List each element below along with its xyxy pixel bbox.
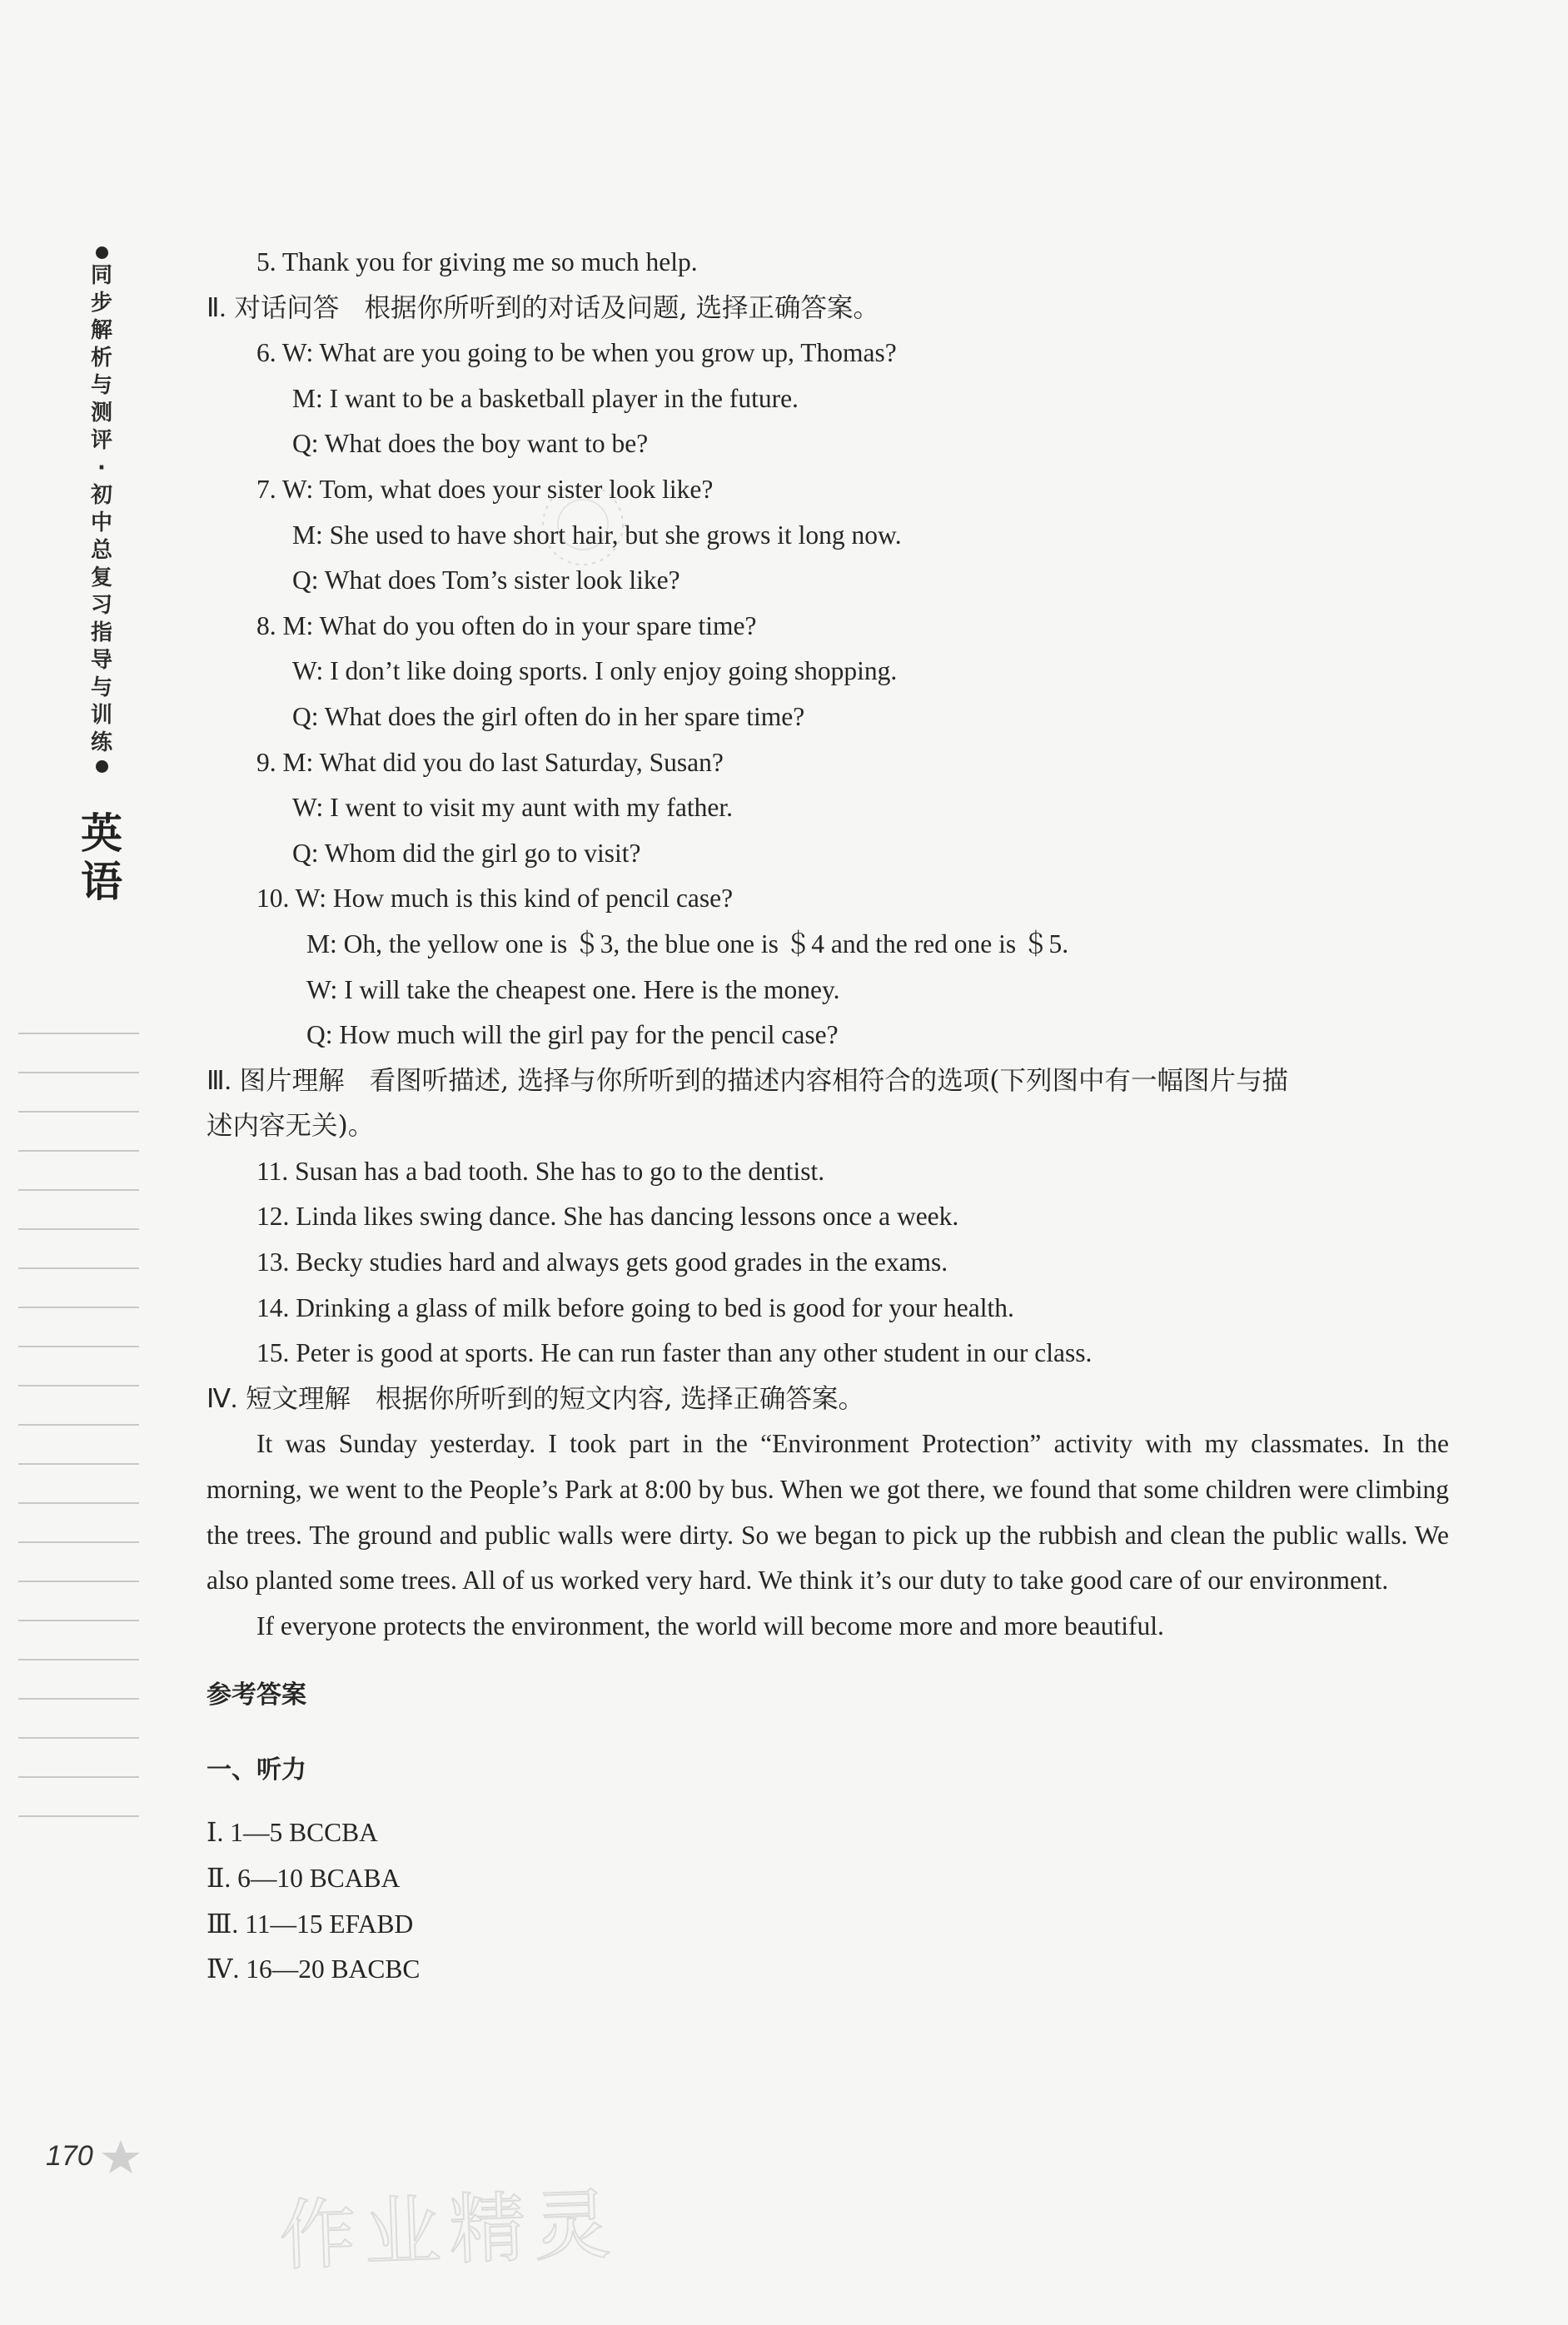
note-line — [18, 1346, 139, 1347]
series-char: 中 — [90, 510, 112, 535]
answer-row: Ⅰ. 1—5 BCCBA — [207, 1818, 378, 1848]
subject-char: 语 — [81, 857, 122, 906]
section-title: 对话问答 — [234, 292, 340, 323]
answer-row: Ⅲ. 11—15 EFABD — [207, 1909, 414, 1939]
note-line — [18, 1150, 139, 1152]
note-line — [18, 1033, 139, 1034]
note-line — [18, 1737, 139, 1739]
dialogue-line: Q: How much will the girl pay for the pencil case? — [306, 1020, 839, 1050]
page-number: 170 — [46, 2140, 93, 2172]
section-instruction-cont: 述内容无关)。 — [207, 1111, 375, 1142]
series-char: · — [97, 456, 106, 480]
series-char: 析 — [90, 346, 112, 371]
passage-paragraph: If everyone protects the environment, the world will become more and more beautiful. — [256, 1611, 1164, 1640]
section-heading-4 — [207, 1377, 1449, 1422]
dialogue-line: Q: What does Tom’s sister look like? — [292, 565, 680, 595]
star-icon — [98, 2138, 143, 2179]
section-title: 短文理解 — [245, 1383, 351, 1414]
subject-title — [81, 809, 122, 906]
series-char: 习 — [90, 593, 112, 618]
picture-item: 12. Linda likes swing dance. She has dancing lessons once a week. — [256, 1202, 959, 1232]
answer-row: Ⅳ. 16—20 BACBC — [207, 1954, 421, 1984]
series-char: 指 — [90, 620, 112, 645]
dialogue-line: W: I don’t like doing sports. I only enjoy going shopping. — [292, 656, 898, 686]
dialogue-line: 10. W: How much is this kind of pencil case? — [256, 884, 734, 914]
series-char: 与 — [90, 373, 112, 398]
section-instruction: 看图听描述, 选择与你所听到的描述内容相符合的选项(下列图中有一幅图片与描 — [369, 1065, 1288, 1096]
dialogue-line: M: I want to be a basketball player in the future. — [292, 383, 799, 413]
note-line — [18, 1502, 139, 1504]
series-char: 训 — [90, 703, 112, 728]
note-line — [18, 1189, 139, 1191]
note-line — [18, 1072, 139, 1073]
series-char: 总 — [90, 538, 112, 563]
picture-item: 15. Peter is good at sports. He can run faster than any other student in our class. — [256, 1338, 1093, 1368]
note-line — [18, 1659, 139, 1660]
bullet-dot-icon — [96, 246, 108, 259]
dialogue-line: Q: Whom did the girl go to visit? — [292, 838, 641, 868]
series-char: 评 — [90, 428, 112, 453]
note-line — [18, 1111, 139, 1113]
note-line — [18, 1581, 139, 1582]
section-number: Ⅳ. — [207, 1383, 237, 1413]
note-line — [18, 1307, 139, 1308]
note-line — [18, 1815, 139, 1817]
picture-item: 14. Drinking a glass of milk before going to bed is good for your health. — [256, 1292, 1014, 1322]
section-heading-2 — [207, 286, 1449, 331]
listening-heading: 一、听力 — [207, 1755, 306, 1785]
dialogue-line: M: She used to have short hair, but she grows it long now. — [292, 520, 902, 550]
section-instruction: 根据你所听到的短文内容, 选择正确答案。 — [376, 1383, 865, 1414]
series-char: 步 — [90, 291, 112, 316]
dialogue-line: 7. W: Tom, what does your sister look like? — [256, 474, 714, 504]
subject-char: 英 — [81, 809, 122, 858]
dialogue-line: 8. M: What do you often do in your spare time? — [256, 610, 757, 640]
note-line — [18, 1463, 139, 1465]
answer-row: Ⅱ. 6—10 BCABA — [207, 1864, 401, 1893]
note-line — [18, 1267, 139, 1269]
section-title: 图片理解 — [239, 1065, 345, 1096]
section-heading-3 — [207, 1058, 1449, 1104]
watermark-logo: 作业精灵 — [277, 2179, 621, 2282]
series-char: 初 — [90, 483, 112, 508]
section-number: Ⅱ. — [207, 292, 226, 322]
script-line: 5. Thank you for giving me so much help. — [256, 247, 698, 276]
dialogue-line: W: I will take the cheapest one. Here is the money. — [306, 974, 840, 1004]
bullet-dot-icon — [96, 760, 108, 773]
answer-list — [207, 1810, 1449, 1992]
note-line — [18, 1776, 139, 1778]
note-line — [18, 1541, 139, 1543]
dialogue-line: M: Oh, the yellow one is ＄3, the blue one is ＄4 and the red one is ＄5. — [306, 929, 1069, 958]
series-char: 同 — [90, 263, 112, 288]
note-line — [18, 1620, 139, 1621]
passage-paragraph: It was Sunday yesterday. I took part in the “Environment Protection” activity with my classmates. In the morning, we went to the People’s Park at 8:00 by bus. When we got there, we found that some children were climbing the trees. The ground and public walls were dirty. So we began to pick up the rubbish and clean the public walls. We also planted some trees. All of us worked very hard. We think it’s our duty to take good care of our environment. — [207, 1429, 1449, 1596]
series-title — [91, 262, 112, 757]
book-series-sidebar — [77, 243, 127, 906]
dialogue-line: 6. W: What are you going to be when you grow up, Thomas? — [256, 338, 897, 368]
series-char: 导 — [90, 648, 112, 673]
picture-item: 11. Susan has a bad tooth. She has to go to the dentist. — [256, 1156, 825, 1186]
dialogue-line: 9. M: What did you do last Saturday, Susan? — [256, 747, 724, 777]
note-line — [18, 1424, 139, 1426]
series-char: 与 — [90, 675, 112, 700]
note-line — [18, 1698, 139, 1700]
page-content — [207, 240, 1449, 1993]
dialogue-line: Q: What does the girl often do in her spare time? — [292, 701, 805, 731]
series-char: 练 — [90, 730, 112, 755]
series-char: 解 — [90, 318, 112, 343]
answers-heading: 参考答案 — [207, 1680, 306, 1710]
section-number: Ⅲ. — [207, 1065, 231, 1095]
picture-item: 13. Becky studies hard and always gets good grades in the exams. — [256, 1247, 948, 1277]
dialogue-line: W: I went to visit my aunt with my father. — [292, 793, 733, 823]
note-line — [18, 1228, 139, 1230]
notes-lines — [18, 1033, 139, 1855]
dialogue-line: Q: What does the boy want to be? — [292, 429, 649, 459]
note-line — [18, 1385, 139, 1387]
series-char: 复 — [90, 565, 112, 590]
series-char: 测 — [90, 401, 112, 426]
section-instruction: 根据你所听到的对话及问题, 选择正确答案。 — [364, 292, 879, 323]
